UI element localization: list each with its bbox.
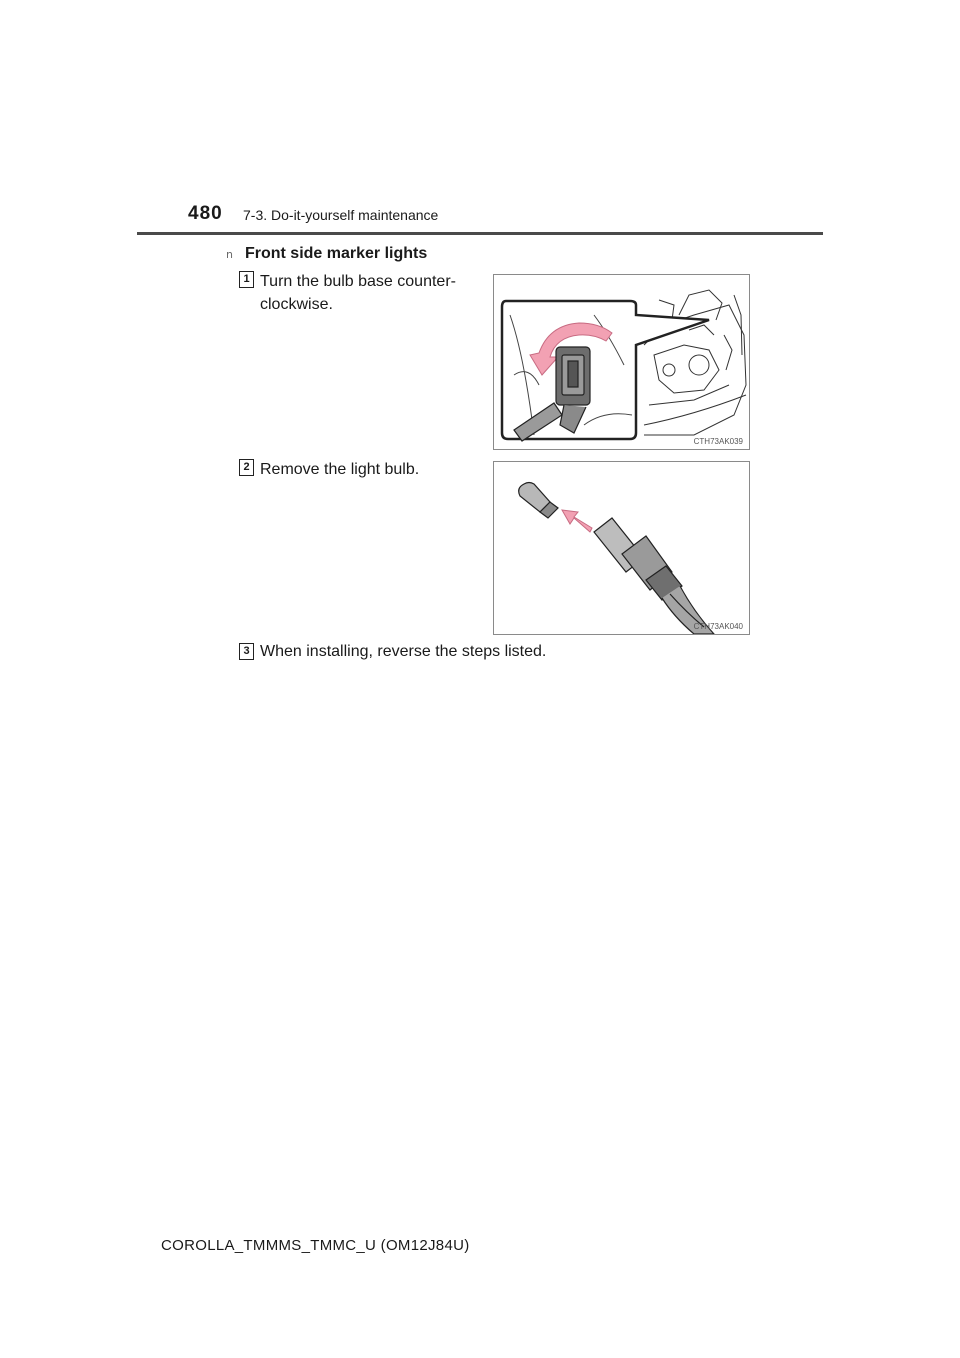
figure-2 bbox=[493, 461, 750, 635]
figure-1 bbox=[493, 274, 750, 450]
bulb-socket-icon bbox=[594, 518, 714, 634]
arrow-icon bbox=[562, 510, 592, 532]
step-text-1-line2: clockwise. bbox=[260, 296, 333, 313]
section-title: 7-3. Do-it-yourself maintenance bbox=[243, 207, 439, 223]
header-rule bbox=[137, 232, 823, 235]
step-text-1 bbox=[260, 270, 456, 316]
figure-1-code: CTH73AK039 bbox=[693, 437, 743, 446]
heading-text: Front side marker lights bbox=[244, 245, 428, 262]
step-text-3: When installing, reverse the steps listed. bbox=[260, 643, 547, 660]
light-bulb-icon bbox=[519, 483, 558, 519]
figure-2-code: CTH73AK040 bbox=[693, 622, 743, 631]
figure-1-illustration bbox=[494, 275, 749, 449]
bullet-icon: n bbox=[226, 248, 233, 261]
footer-text: COROLLA_TMMMS_TMMC_U (OM12J84U) bbox=[161, 1237, 470, 1254]
figure-2-illustration bbox=[494, 462, 749, 634]
engine-bay-sketch bbox=[644, 290, 746, 435]
section-heading bbox=[226, 245, 427, 263]
page-number: 480 bbox=[188, 203, 223, 224]
step-badge-1: 1 bbox=[239, 271, 254, 288]
step-text-1-line1: Turn the bulb base counter- bbox=[260, 273, 456, 290]
step-badge-3: 3 bbox=[239, 643, 254, 660]
step-text-2: Remove the light bulb. bbox=[260, 461, 420, 478]
step-badge-2: 2 bbox=[239, 459, 254, 476]
